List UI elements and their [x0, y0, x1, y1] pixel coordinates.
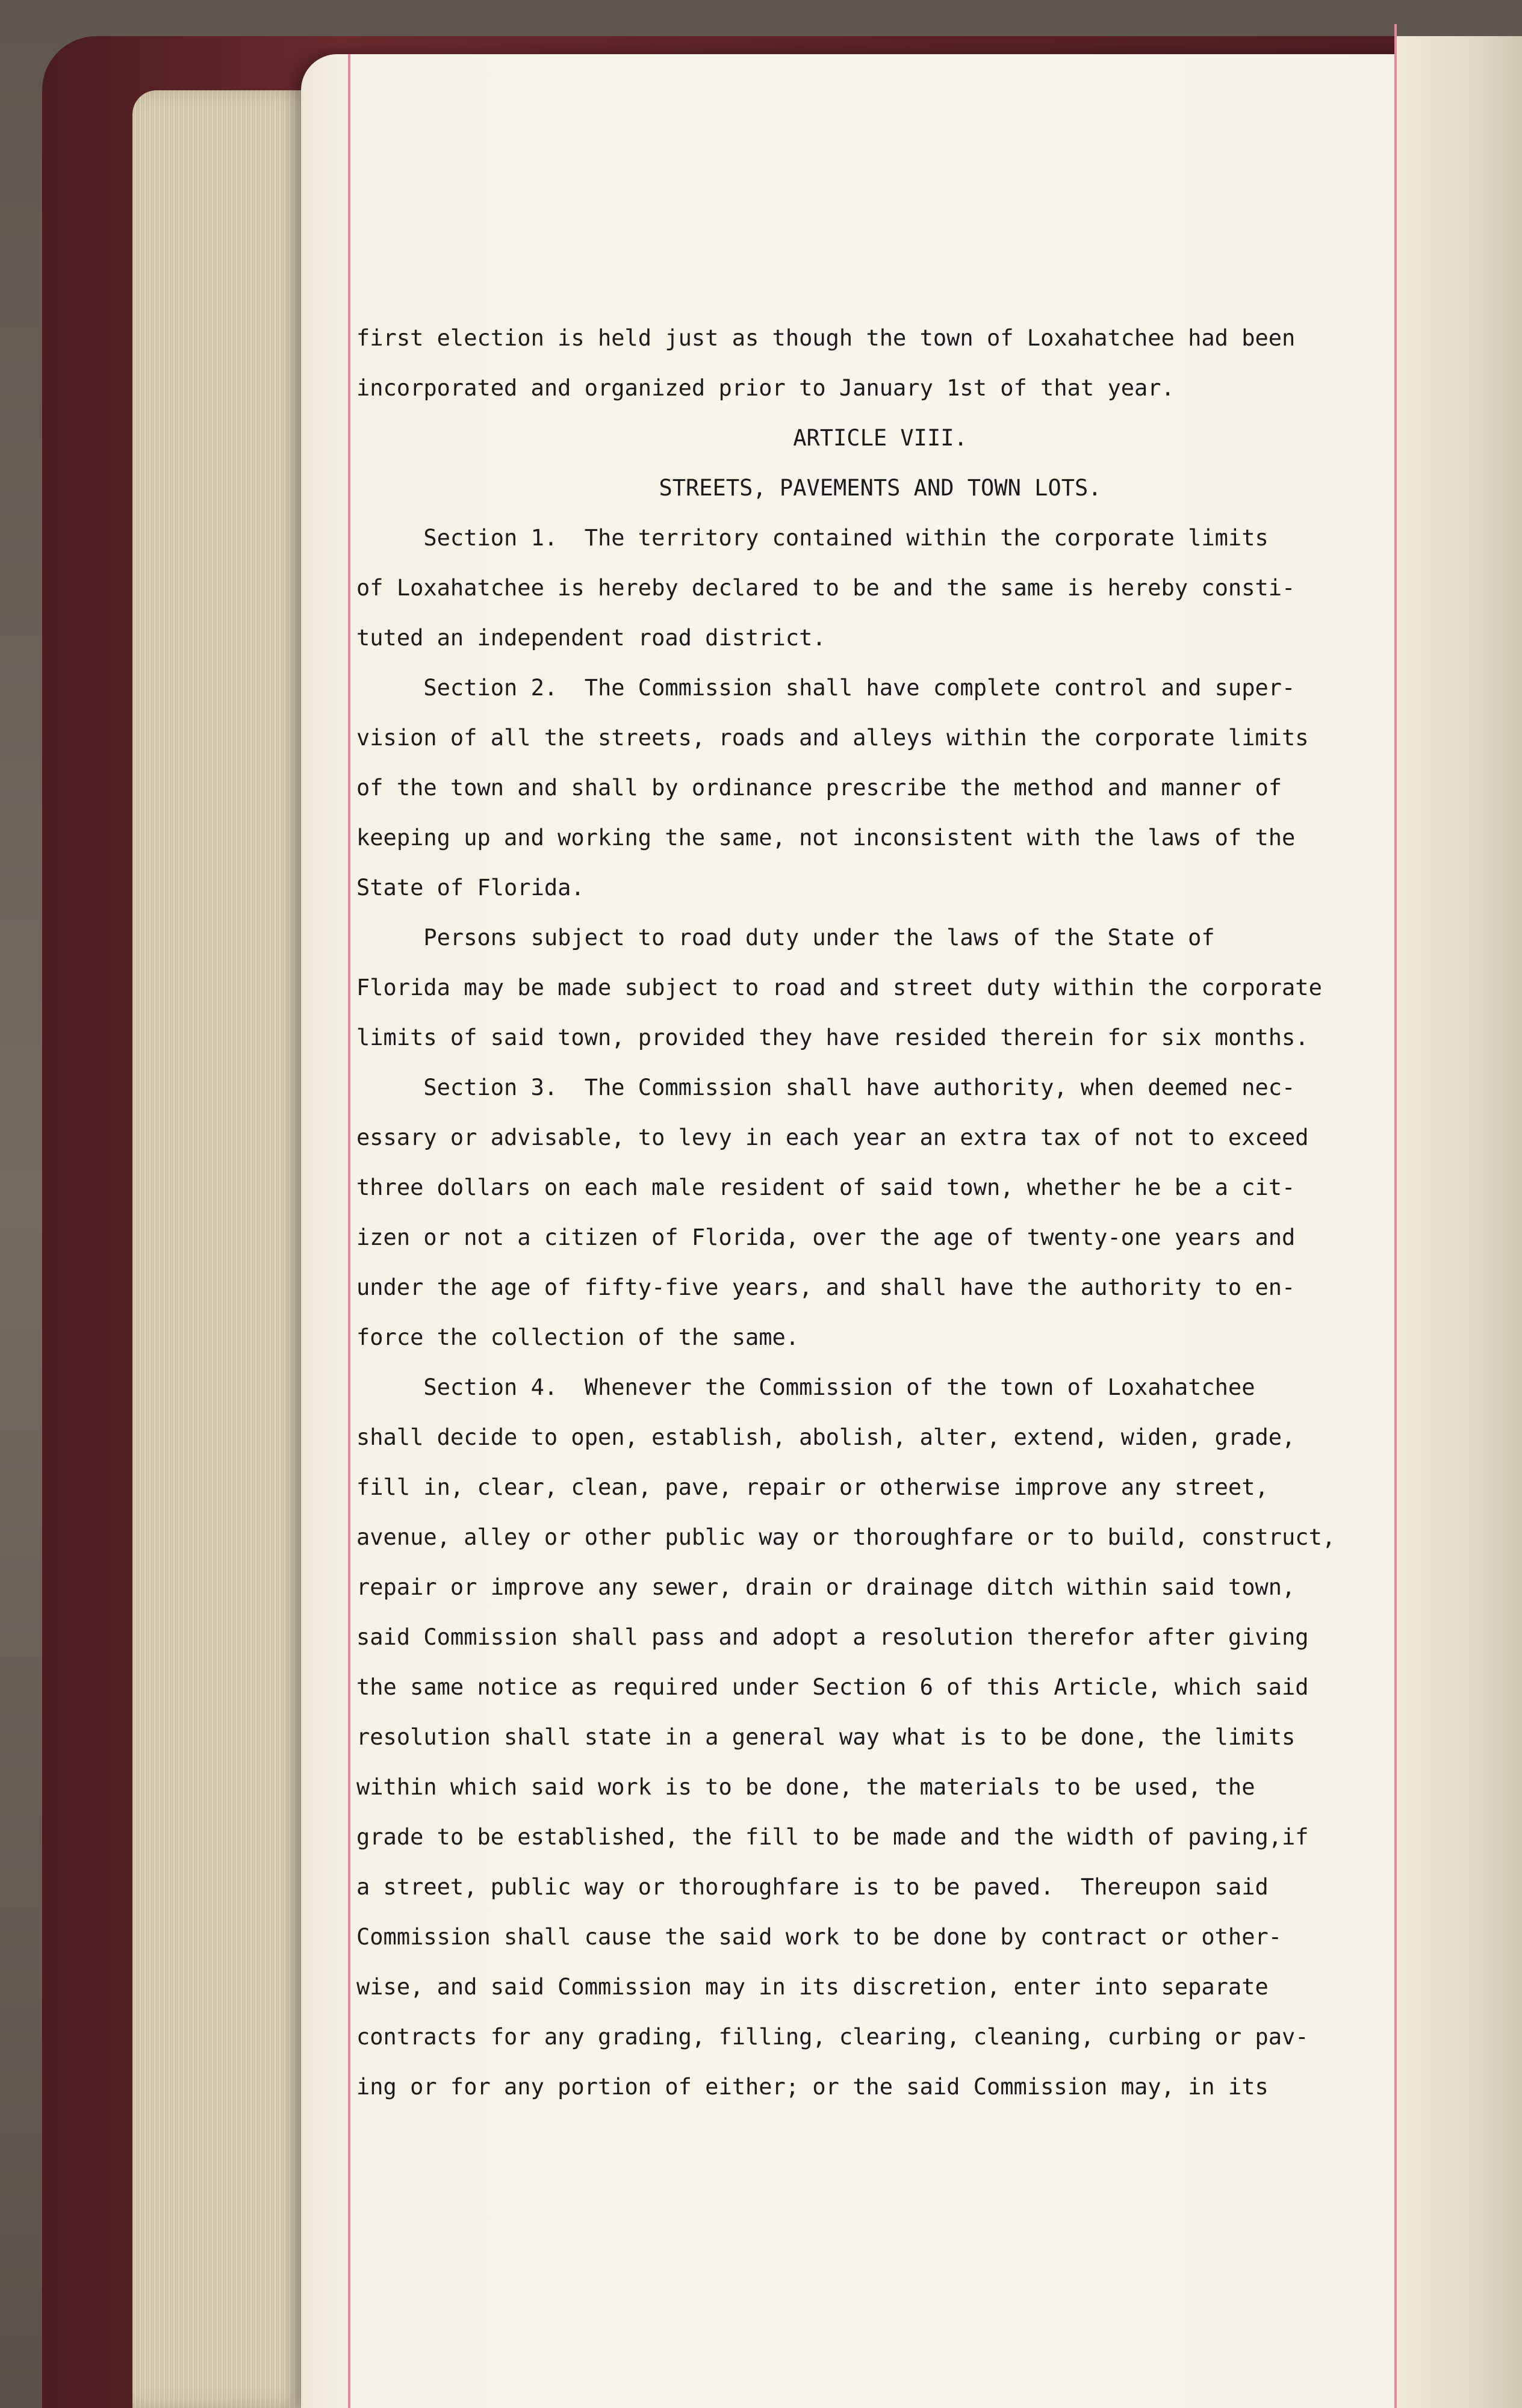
text-line: vision of all the streets, roads and alleys within the corporate limits [356, 725, 1309, 751]
text-line: force the collection of the same. [356, 1324, 800, 1350]
text-line: within which said work is to be done, the materials to be used, the [356, 1774, 1255, 1800]
text-line: said Commission shall pass and adopt a resolution therefor after giving [356, 1624, 1309, 1650]
text-line: keeping up and working the same, not inconsistent with the laws of the [356, 825, 1296, 851]
text-line: essary or advisable, to levy in each year an extra tax of not to exceed [356, 1125, 1309, 1150]
page-edges [132, 90, 325, 2408]
text-line: three dollars on each male resident of said town, whether he be a cit- [356, 1175, 1296, 1200]
text-line: Commission shall cause the said work to be done by contract or other- [356, 1924, 1282, 1950]
text-line: Persons subject to road duty under the laws of the State of [356, 925, 1215, 951]
facing-page-gutter [1397, 36, 1522, 2408]
text-line: shall decide to open, establish, abolish, alter, extend, widen, grade, [356, 1424, 1296, 1450]
text-line: first election is held just as though the town of Loxahatchee had been [356, 325, 1296, 351]
text-line: under the age of fifty-five years, and shall have the authority to en- [356, 1274, 1296, 1300]
text-line: limits of said town, provided they have resided therein for six months. [356, 1025, 1309, 1050]
text-line: Section 3. The Commission shall have authority, when deemed nec- [356, 1075, 1296, 1100]
text-line: izen or not a citizen of Florida, over the age of twenty-one years and [356, 1224, 1296, 1250]
text-line: State of Florida. [356, 875, 585, 901]
text-line: tuted an independent road district. [356, 625, 826, 651]
text-line: a street, public way or thoroughfare is to be paved. Thereupon said [356, 1874, 1269, 1900]
left-margin-rule [348, 54, 350, 2408]
text-line: fill in, clear, clean, pave, repair or otherwise improve any street, [356, 1474, 1269, 1500]
text-line: ing or for any portion of either; or the said Commission may, in its [356, 2074, 1269, 2100]
text-line: wise, and said Commission may in its discretion, enter into separate [356, 1974, 1269, 2000]
text-line: avenue, alley or other public way or thoroughfare or to build, construct, [356, 1524, 1336, 1550]
page-text [356, 313, 1404, 2112]
text-line: of Loxahatchee is hereby declared to be and the same is hereby consti- [356, 575, 1296, 601]
text-line: the same notice as required under Section 6 of this Article, which said [356, 1674, 1309, 1700]
text-line: Section 2. The Commission shall have complete control and super- [356, 675, 1296, 701]
text-line: of the town and shall by ordinance prescribe the method and manner of [356, 775, 1282, 801]
text-line: Section 1. The territory contained within the corporate limits [356, 525, 1269, 551]
article-heading: ARTICLE VIII. [793, 425, 968, 451]
text-line: grade to be established, the fill to be made and the width of paving,if [356, 1824, 1309, 1850]
text-line: Florida may be made subject to road and street duty within the corporate [356, 975, 1322, 1001]
text-line: incorporated and organized prior to January 1st of that year. [356, 375, 1175, 401]
text-line: resolution shall state in a general way what is to be done, the limits [356, 1724, 1296, 1750]
text-line: repair or improve any sewer, drain or drainage ditch within said town, [356, 1574, 1296, 1600]
article-title: STREETS, PAVEMENTS AND TOWN LOTS. [659, 475, 1102, 501]
text-line: Section 4. Whenever the Commission of the town of Loxahatchee [356, 1374, 1255, 1400]
text-line: contracts for any grading, filling, clearing, cleaning, curbing or pav- [356, 2024, 1309, 2050]
